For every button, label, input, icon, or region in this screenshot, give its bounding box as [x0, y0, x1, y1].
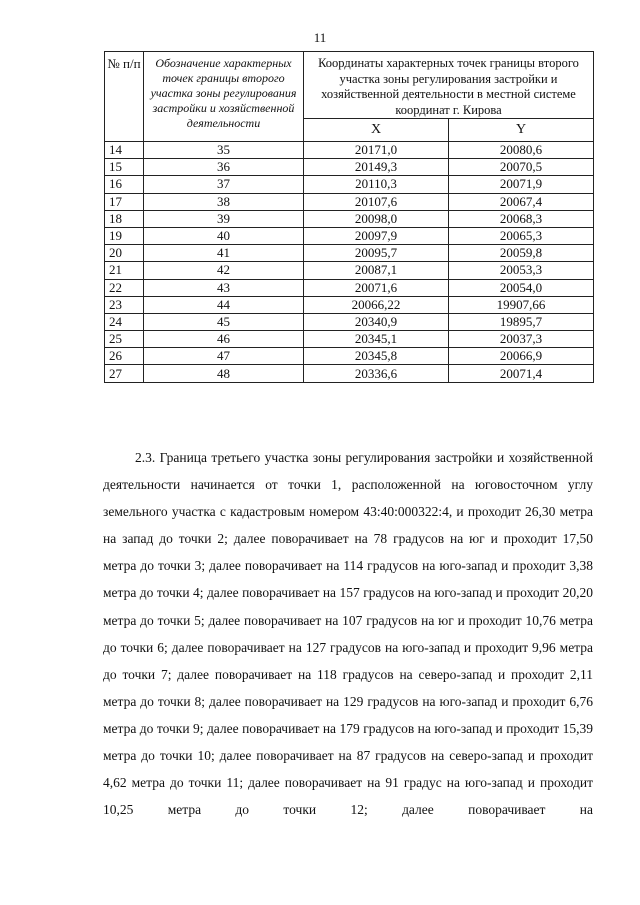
table-body — [105, 142, 594, 383]
x-coordinate-cell: 20345,1 — [304, 331, 449, 348]
x-coordinate-cell: 20340,9 — [304, 313, 449, 330]
row-number-cell: 14 — [105, 142, 144, 159]
table-row — [105, 365, 594, 382]
row-number-cell: 24 — [105, 313, 144, 330]
x-coordinate-cell: 20336,6 — [304, 365, 449, 382]
point-cell: 43 — [144, 279, 304, 296]
coordinates-table — [104, 51, 594, 383]
x-coordinate-cell: 20171,0 — [304, 142, 449, 159]
table-row — [105, 159, 594, 176]
row-number-cell: 26 — [105, 348, 144, 365]
y-coordinate-cell: 20080,6 — [449, 142, 594, 159]
y-coordinate-cell: 20037,3 — [449, 331, 594, 348]
point-cell: 44 — [144, 296, 304, 313]
row-number-cell: 19 — [105, 227, 144, 244]
point-cell: 38 — [144, 193, 304, 210]
section-2-3-paragraph: 2.3. Граница третьего участка зоны регулирования застройки и хозяйственной деятельности начинается от точки 1, расположенной на юговосточном углу земельного участка с кадастровым номером 43:40:000322:4, и проходит 26,30 метра на запад до точки 2; далее поворачивает на 78 градусов на юг и проходит 17,50 метра до точки 3; далее поворачивает на 114 градусов на юго-запад и проходит 3,38 метра до точки 4; далее поворачивает на 157 градусов на юго-запад и проходит 20,20 метра до точки 5; далее поворачивает на 107 градусов на юг и проходит 10,76 метра до точки 6; далее поворачивает на 127 градусов на юго-запад и проходит 9,96 метра до точки 7; далее поворачивает на 118 градусов на северо-запад и проходит 2,11 метра до точки 8; далее поворачивает на 129 градусов на юго-запад и проходит 6,76 метра до точки 9; далее поворачивает на 179 градусов на юго-запад и проходит 15,39 метра до точки 10; далее поворачивает на 87 градусов на северо-запад и проходит 4,62 метра до точки 11; далее поворачивает на 91 градус на юго-запад и проходит 10,25 метра до точки 12; далее поворачивает на — [103, 450, 593, 818]
point-cell: 41 — [144, 245, 304, 262]
point-cell: 40 — [144, 227, 304, 244]
row-number-cell: 22 — [105, 279, 144, 296]
x-coordinate-cell: 20149,3 — [304, 159, 449, 176]
point-cell: 46 — [144, 331, 304, 348]
y-coordinate-cell: 20053,3 — [449, 262, 594, 279]
row-number-cell: 21 — [105, 262, 144, 279]
header-y: Y — [449, 119, 594, 142]
table-row — [105, 331, 594, 348]
table-row — [105, 227, 594, 244]
table-row — [105, 245, 594, 262]
row-number-cell: 18 — [105, 210, 144, 227]
table-row — [105, 313, 594, 330]
y-coordinate-cell: 20070,5 — [449, 159, 594, 176]
header-x: X — [304, 119, 449, 142]
body-text — [103, 444, 593, 823]
y-coordinate-cell: 20067,4 — [449, 193, 594, 210]
table-row — [105, 348, 594, 365]
x-coordinate-cell: 20345,8 — [304, 348, 449, 365]
header-point-designation: Обозначение характерных точек границы второго участка зоны регулирования застройки и хозяйственной деятельности — [144, 52, 304, 142]
y-coordinate-cell: 20071,4 — [449, 365, 594, 382]
row-number-cell: 16 — [105, 176, 144, 193]
y-coordinate-cell: 20059,8 — [449, 245, 594, 262]
page-number: 11 — [313, 30, 327, 45]
row-number-cell: 27 — [105, 365, 144, 382]
y-coordinate-cell: 19907,66 — [449, 296, 594, 313]
x-coordinate-cell: 20071,6 — [304, 279, 449, 296]
table-row — [105, 142, 594, 159]
table-row — [105, 210, 594, 227]
point-cell: 39 — [144, 210, 304, 227]
y-coordinate-cell: 19895,7 — [449, 313, 594, 330]
y-coordinate-cell: 20071,9 — [449, 176, 594, 193]
header-row-number: № п/п — [105, 52, 144, 142]
point-cell: 45 — [144, 313, 304, 330]
point-cell: 35 — [144, 142, 304, 159]
point-cell: 36 — [144, 159, 304, 176]
point-cell: 47 — [144, 348, 304, 365]
x-coordinate-cell: 20110,3 — [304, 176, 449, 193]
header-coordinates: Координаты характерных точек границы второго участка зоны регулирования застройки и хозяйственной деятельности в местной системе координат г. Кирова — [304, 52, 594, 119]
table-row — [105, 262, 594, 279]
x-coordinate-cell: 20107,6 — [304, 193, 449, 210]
point-cell: 42 — [144, 262, 304, 279]
table-row — [105, 176, 594, 193]
x-coordinate-cell: 20095,7 — [304, 245, 449, 262]
point-cell: 37 — [144, 176, 304, 193]
y-coordinate-cell: 20065,3 — [449, 227, 594, 244]
row-number-cell: 25 — [105, 331, 144, 348]
x-coordinate-cell: 20087,1 — [304, 262, 449, 279]
table-row — [105, 193, 594, 210]
y-coordinate-cell: 20068,3 — [449, 210, 594, 227]
y-coordinate-cell: 20054,0 — [449, 279, 594, 296]
row-number-cell: 23 — [105, 296, 144, 313]
x-coordinate-cell: 20097,9 — [304, 227, 449, 244]
table-row — [105, 279, 594, 296]
point-cell: 48 — [144, 365, 304, 382]
x-coordinate-cell: 20066,22 — [304, 296, 449, 313]
row-number-cell: 20 — [105, 245, 144, 262]
row-number-cell: 17 — [105, 193, 144, 210]
row-number-cell: 15 — [105, 159, 144, 176]
table-row — [105, 296, 594, 313]
y-coordinate-cell: 20066,9 — [449, 348, 594, 365]
x-coordinate-cell: 20098,0 — [304, 210, 449, 227]
